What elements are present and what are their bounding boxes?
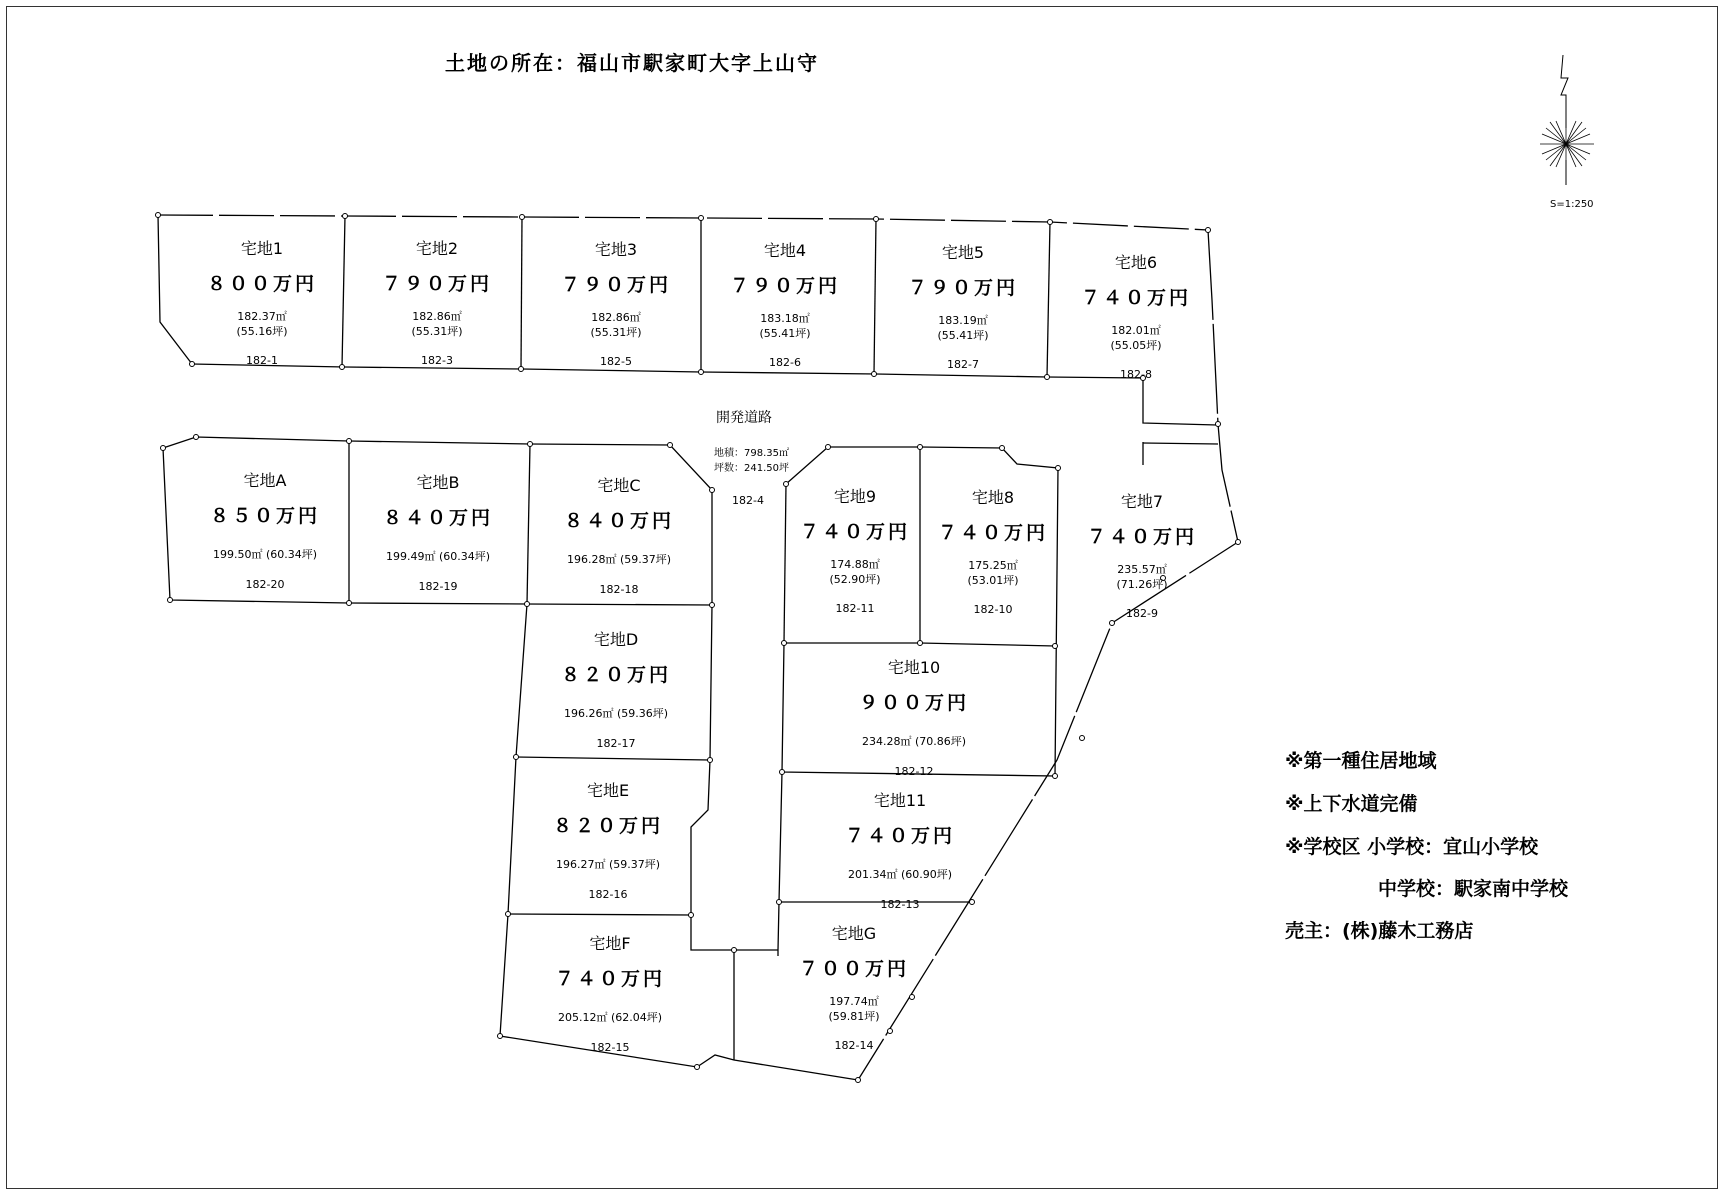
lot-17 bbox=[845, 791, 955, 911]
lot-name: 宅地C bbox=[597, 476, 641, 495]
lot-name: 宅地7 bbox=[1120, 492, 1164, 511]
lot-chiban: 182-12 bbox=[894, 765, 934, 778]
lot-18 bbox=[799, 924, 909, 1052]
lot-chiban: 182-19 bbox=[418, 580, 458, 593]
road-chiban: 182-4 bbox=[732, 494, 764, 507]
lot-area: 205.12㎡ (62.04坪) bbox=[557, 1011, 663, 1024]
lot-chiban: 182-3 bbox=[421, 354, 453, 367]
lot-tsubo: (55.16坪) bbox=[236, 325, 288, 338]
lot-name: 宅地G bbox=[831, 924, 877, 943]
lot-14 bbox=[938, 488, 1048, 616]
lot-tsubo: (53.01坪) bbox=[967, 574, 1019, 587]
lot-name: 宅地4 bbox=[763, 241, 807, 260]
lot-price: ７４０万円 bbox=[937, 522, 1049, 544]
lot-price: ７９０万円 bbox=[381, 273, 493, 295]
lot-3 bbox=[561, 240, 671, 368]
lot-name: 宅地11 bbox=[873, 791, 927, 810]
lot-area: 175.25㎡ bbox=[968, 559, 1018, 572]
lot-price: ７４０万円 bbox=[1086, 526, 1198, 548]
lot-area: 183.19㎡ bbox=[938, 314, 988, 327]
lot-price: ８２０万円 bbox=[552, 815, 664, 837]
lot-tsubo: (55.31坪) bbox=[411, 325, 463, 338]
location-title: 土地の所在：福山市駅家町大字上山守 bbox=[445, 51, 819, 75]
lot-area: 199.50㎡ (60.34坪) bbox=[212, 548, 318, 561]
note-utilities: ※上下水道完備 bbox=[1285, 793, 1418, 815]
lot-1 bbox=[207, 239, 317, 367]
lot-7 bbox=[210, 471, 320, 591]
scale-label: S=1:250 bbox=[1550, 199, 1594, 210]
lot-price: ８００万円 bbox=[206, 273, 318, 295]
lot-chiban: 182-10 bbox=[973, 603, 1013, 616]
lot-tsubo: (55.41坪) bbox=[937, 329, 989, 342]
lot-name: 宅地6 bbox=[1114, 253, 1158, 272]
lot-area: 196.27㎡ (59.37坪) bbox=[555, 858, 661, 871]
lot-chiban: 182-11 bbox=[835, 602, 875, 615]
lot-tsubo: (71.26坪) bbox=[1116, 578, 1168, 591]
lot-price: ８２０万円 bbox=[560, 664, 672, 686]
lot-tsubo: (59.81坪) bbox=[828, 1010, 880, 1023]
lot-chiban: 182-14 bbox=[834, 1039, 874, 1052]
lot-chiban: 182-9 bbox=[1126, 607, 1158, 620]
lot-name: 宅地9 bbox=[833, 487, 877, 506]
lot-chiban: 182-6 bbox=[769, 356, 801, 369]
lot-area: 183.18㎡ bbox=[760, 312, 810, 325]
road-tsubo: 坪数：241.50坪 bbox=[714, 463, 789, 474]
lot-chiban: 182-15 bbox=[590, 1041, 630, 1054]
lot-price: ７９０万円 bbox=[907, 277, 1019, 299]
lot-2 bbox=[382, 239, 492, 367]
lot-area: 196.28㎡ (59.37坪) bbox=[566, 553, 672, 566]
lot-chiban: 182-17 bbox=[596, 737, 636, 750]
lot-tsubo: (55.05坪) bbox=[1110, 339, 1162, 352]
lot-name: 宅地B bbox=[416, 473, 460, 492]
lot-chiban: 182-5 bbox=[600, 355, 632, 368]
lot-name: 宅地3 bbox=[594, 240, 638, 259]
lot-area: 235.57㎡ bbox=[1117, 563, 1167, 576]
lot-name: 宅地D bbox=[593, 630, 639, 649]
lot-9 bbox=[564, 476, 674, 596]
lot-6 bbox=[1081, 253, 1191, 381]
lot-8 bbox=[383, 473, 493, 593]
lot-chiban: 182-16 bbox=[588, 888, 628, 901]
lot-area: 182.37㎡ bbox=[237, 310, 287, 323]
lot-chiban: 182-18 bbox=[599, 583, 639, 596]
lot-boundaries bbox=[158, 215, 1238, 1080]
lot-price: ９００万円 bbox=[858, 692, 970, 714]
lot-area: 199.49㎡ (60.34坪) bbox=[385, 550, 491, 563]
lot-area: 182.01㎡ bbox=[1111, 324, 1161, 337]
north-arrow-icon bbox=[1540, 55, 1594, 185]
lot-price: ７４０万円 bbox=[799, 521, 911, 543]
boundary-markers bbox=[156, 213, 1241, 1083]
lot-area: 201.34㎡ (60.90坪) bbox=[847, 868, 953, 881]
lot-name: 宅地8 bbox=[971, 488, 1015, 507]
road-area: 地積：798.35㎡ bbox=[714, 448, 789, 459]
lot-area: 234.28㎡ (70.86坪) bbox=[861, 735, 967, 748]
note-school-district: ※学校区 小学校：宜山小学校 bbox=[1285, 836, 1539, 858]
lot-price: ７９０万円 bbox=[729, 275, 841, 297]
lot-name: 宅地A bbox=[243, 471, 287, 490]
lot-area: 182.86㎡ bbox=[412, 310, 462, 323]
lot-11 bbox=[553, 781, 663, 901]
lot-chiban: 182-13 bbox=[880, 898, 920, 911]
lot-price: ７４０万円 bbox=[554, 968, 666, 990]
lot-price: ８４０万円 bbox=[382, 507, 494, 529]
lot-area: 182.86㎡ bbox=[591, 311, 641, 324]
lot-4 bbox=[730, 241, 840, 369]
lot-area: 197.74㎡ bbox=[829, 995, 879, 1008]
lot-name: 宅地2 bbox=[415, 239, 459, 258]
lot-10 bbox=[561, 630, 671, 750]
lot-tsubo: (52.90坪) bbox=[829, 573, 881, 586]
lot-tsubo: (55.31坪) bbox=[590, 326, 642, 339]
lot-chiban: 182-1 bbox=[246, 354, 278, 367]
lot-price: ７４０万円 bbox=[844, 825, 956, 847]
lot-price: ７００万円 bbox=[798, 958, 910, 980]
road-label: 開発道路 bbox=[716, 410, 772, 426]
lot-16 bbox=[859, 658, 969, 778]
lot-13 bbox=[800, 487, 910, 615]
lot-name: 宅地5 bbox=[941, 243, 985, 262]
lot-area: 196.26㎡ (59.36坪) bbox=[563, 707, 669, 720]
note-junior-high: 中学校：駅家南中学校 bbox=[1378, 878, 1569, 900]
note-zoning: ※第一種住居地域 bbox=[1285, 750, 1437, 772]
lot-chiban: 182-8 bbox=[1120, 368, 1152, 381]
lot-tsubo: (55.41坪) bbox=[759, 327, 811, 340]
lot-area: 174.88㎡ bbox=[830, 558, 880, 571]
lot-chiban: 182-7 bbox=[947, 358, 979, 371]
lot-15 bbox=[1087, 492, 1197, 620]
lot-12 bbox=[555, 934, 665, 1054]
lot-name: 宅地1 bbox=[240, 239, 284, 258]
lot-price: ８５０万円 bbox=[209, 505, 321, 527]
note-seller: 売主：(株)藤木工務店 bbox=[1285, 920, 1474, 942]
lot-name: 宅地E bbox=[586, 781, 630, 800]
lot-chiban: 182-20 bbox=[245, 578, 285, 591]
lot-price: ８４０万円 bbox=[563, 510, 675, 532]
lot-price: ７９０万円 bbox=[560, 274, 672, 296]
lot-price: ７４０万円 bbox=[1080, 287, 1192, 309]
lot-5 bbox=[908, 243, 1018, 371]
lot-name: 宅地10 bbox=[887, 658, 941, 677]
lot-name: 宅地F bbox=[589, 934, 631, 953]
